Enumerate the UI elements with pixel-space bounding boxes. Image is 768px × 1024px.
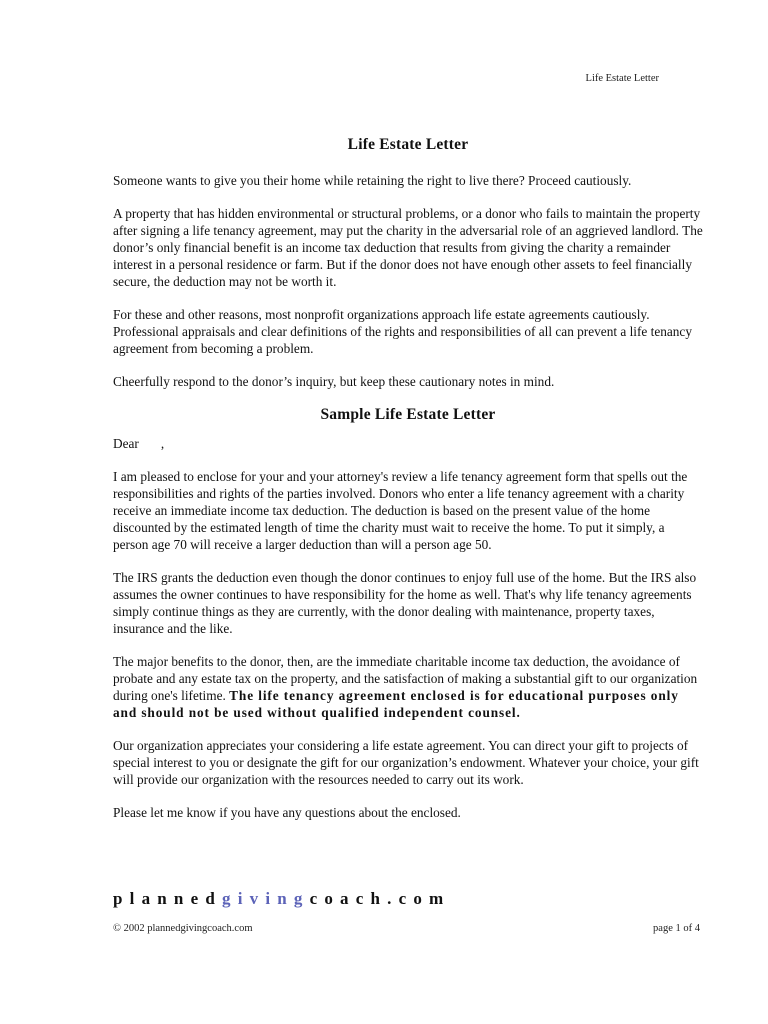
intro-paragraph: A property that has hidden environmental or structural problems, or a donor who fails to maintain the property after signing a life tenancy agreement, may put the charity in the adversarial role of an aggrieved landlord. The donor’s only financial benefit is an income tax deduction that results from giving the charity a remainder interest in a personal residence or farm. But if the donor does not have enough other assets to feel financially secure, the deduction may not be worth it. <box>113 206 703 289</box>
intro-paragraph: Cheerfully respond to the donor’s inquiry, but keep these cautionary notes in mind. <box>113 374 555 389</box>
brand-logo-text <box>113 889 450 909</box>
closing-paragraph: Our organization appreciates your considering a life estate agreement. You can direct your gift to projects of special interest to you or designate the gift for our organization’s endowment. Whatever your choice, your gift will provide our organization with the resources needed to carry out its work. <box>113 738 699 787</box>
intro-paragraph: Someone wants to give you their home while retaining the right to live there? Proceed cautiously. <box>113 173 632 188</box>
salutation <box>113 435 703 452</box>
legal-disclaimer: The life tenancy agreement enclosed is for educational purposes only and should not be used without qualified independent counsel. <box>113 688 679 720</box>
salutation-greeting: Dear <box>113 436 139 451</box>
document-body <box>113 136 703 837</box>
letter-paragraph: I am pleased to enclose for your and your attorney's review a life tenancy agreement form that spells out the responsibilities and rights of the parties involved. Donors who enter a life tenancy agreement with a charity receive an immediate income tax deduction. The deduction is based on the present value of the home discounted by the estimated length of time the charity must wait to receive the home. To put it simply, a person age 70 will receive a larger deduction than will a person age 50. <box>113 469 688 552</box>
intro-paragraph: For these and other reasons, most nonprofit organizations approach life estate agreements cautiously. Professional appraisals and clear definitions of the rights and responsibilities of all can prevent a life tenancy agreement from becoming a problem. <box>113 307 692 356</box>
benefits-paragraph <box>113 653 703 721</box>
letter-paragraph: The IRS grants the deduction even though the donor continues to enjoy full use of the home. But the IRS also assumes the owner continues to have responsibility for the home as well. That's why life tenancy agreements simply continue things as they are currently, with the donor dealing with maintenance, property taxes, insurance and the like. <box>113 570 697 636</box>
salutation-comma: , <box>160 436 165 451</box>
copyright-notice: © 2002 plannedgivingcoach.com <box>113 923 253 934</box>
page-number: page 1 of 4 <box>653 923 700 934</box>
benefits-text: The major benefits to the donor, then, are the immediate charitable income tax deduction, the avoidance of probate and any estate tax on the property, and the satisfaction of making a substantial gift to our organization during one's lifetime. <box>113 654 698 703</box>
brand-part-giving: giving <box>222 889 310 908</box>
closing-paragraph: Please let me know if you have any questions about the enclosed. <box>113 805 461 820</box>
document-title: Life Estate Letter <box>347 136 469 153</box>
brand-part-planned: planned <box>113 889 222 908</box>
brand-part-coach: coach.com <box>309 889 451 908</box>
running-header: Life Estate Letter <box>585 73 659 84</box>
sample-letter-title: Sample Life Estate Letter <box>320 406 496 423</box>
